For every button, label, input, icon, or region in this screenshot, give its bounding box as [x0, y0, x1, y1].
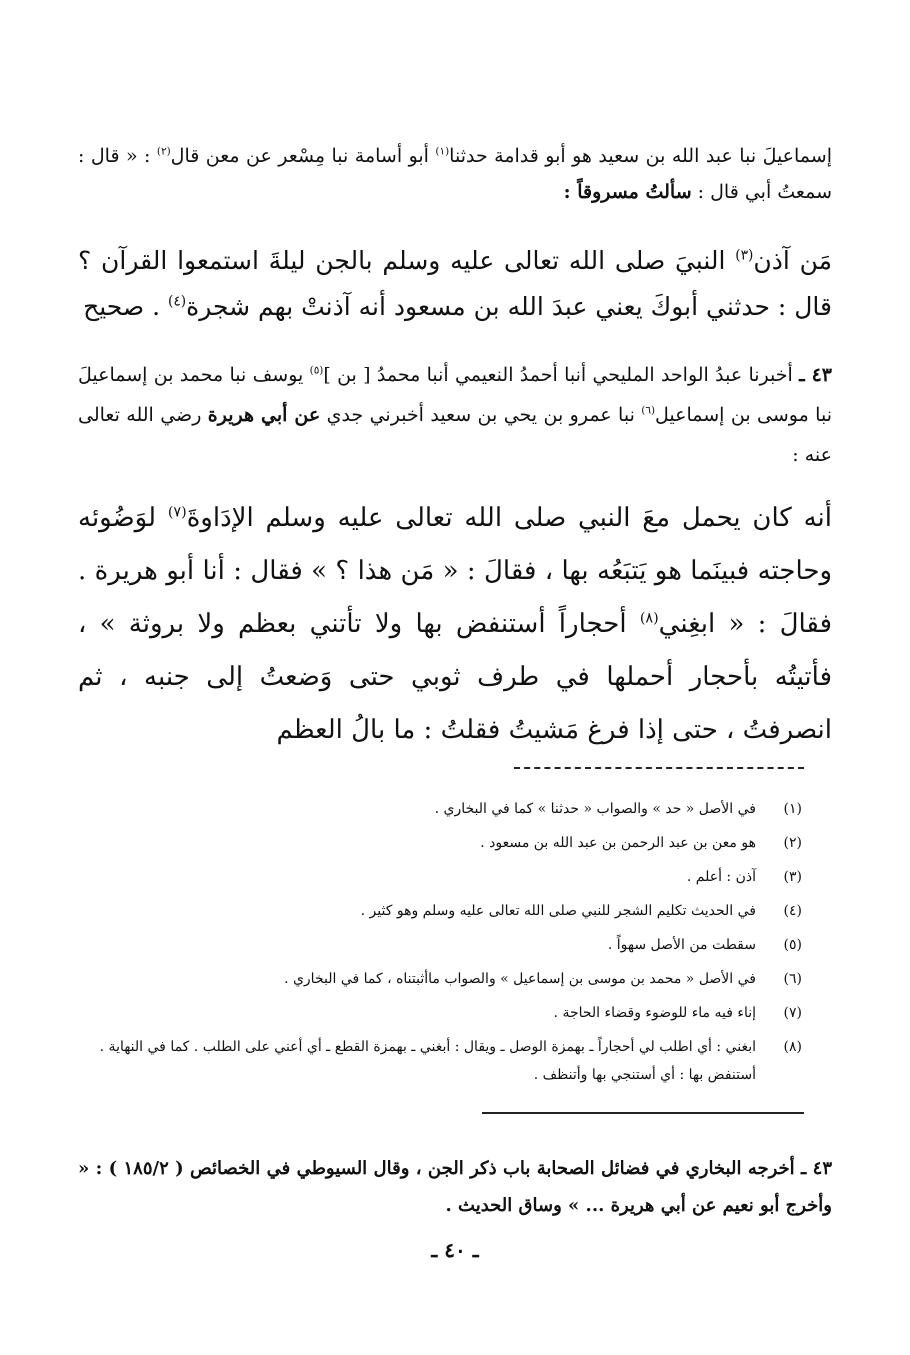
hadith-42-chain-tail — [78, 138, 832, 210]
footnote-text: في الحديث تكليم الشجر للنبي صلى الله تعالى عليه وسلم وهو كثير . — [360, 903, 756, 919]
footnote-item — [60, 1030, 802, 1089]
text43-part-3: أحجاراً أستنفض بها ولا تأتني بعظم ولا بروثة » ، فأتيتُه بأحجار أحملها في طرف ثوبي حتى وَضعتُ إلى جنبه ، ثم انصرفتُ ، حتى إذا فرغ مَشيتُ فقلتُ : ما بالُ العظم — [78, 609, 832, 745]
footnote-number: (٨) — [783, 1039, 802, 1055]
intro-text-3: : — [144, 145, 157, 167]
footnote-text: إناء فيه ماء للوضوء وقضاء الحاجة . — [553, 1005, 756, 1021]
footnote-number: (٤) — [783, 903, 802, 919]
footnote-ref-4[interactable]: (٤) — [167, 293, 187, 310]
intro-text-1: إسماعيلَ نبا عبد الله بن سعيد هو أبو قدامة حدثنا — [449, 145, 832, 167]
footnote-number: (٥) — [783, 937, 802, 953]
footnote-text: ابغني : أي اطلب لي أحجاراً ـ بهمزة الوصل ـ ويقال : أبغني ـ بهمزة القطع ـ أي أعني على الطلب . كما في النهاية . أستنفض بها : أي أستنجي بها وأتنظف . — [99, 1039, 756, 1083]
footnote-number: (٣) — [783, 869, 802, 885]
footnote-dashed-divider — [514, 767, 804, 769]
footnote-number: (٢) — [783, 835, 802, 851]
footnote-text: في الأصل « محمد بن موسى بن إسماعيل » والصواب ماأثبتناه ، كما في البخاري . — [284, 971, 756, 987]
footnote-ref-8[interactable]: (٨) — [639, 610, 659, 627]
footnote-ref-1[interactable]: (١) — [435, 145, 450, 158]
footnote-ref-7[interactable]: (٧) — [167, 504, 187, 521]
takhrij-text: ٤٣ ـ أخرجه البخاري في فضائل الصحابة باب ذكر الجن ، وقال السيوطي في الخصائص ( ١٨٥/٢ ) : « وأخرج أبو نعيم عن أبي هريرة ... » وساق الحديث . — [78, 1158, 832, 1216]
footnote-item — [60, 894, 802, 928]
intro-bold-question: سألتُ مسروقاً : — [563, 181, 692, 203]
hadith-43-chain — [78, 355, 832, 475]
quote1-text-3: . صحيح — [83, 292, 168, 321]
footnote-text: هو معن بن عبد الرحمن بن عبد الله بن مسعود . — [480, 835, 756, 851]
footnote-item — [60, 860, 802, 894]
hadith-42-text — [78, 238, 832, 330]
footnote-number: (١) — [783, 801, 802, 817]
footnote-item — [60, 962, 802, 996]
footnotes — [60, 792, 802, 1089]
chain43-text-3: نبا عمرو بن يحي بن سعيد أخبرني جدي — [320, 404, 642, 426]
intro-text-2: أبو أسامة نبا مِسْعر عن معن قال — [170, 145, 436, 167]
chain43-bold-narrator: عن أبي هريرة — [207, 404, 321, 426]
footnote-number: (٧) — [783, 1005, 802, 1021]
footnote-ref-3[interactable]: (٣) — [735, 247, 754, 264]
text43-part-1: أنه كان يحمل معَ النبي صلى الله تعالى عليه وسلم الإدَاوةَ — [186, 503, 832, 533]
hadith-43-number: ٤٣ ـ — [799, 364, 832, 386]
hadith-43-text — [78, 492, 832, 757]
footnote-text: في الأصل « حد » والصواب « حدثنا » كما في البخاري . — [434, 801, 756, 817]
takhrij-divider — [482, 1112, 804, 1114]
page-number: ـ ٤٠ ـ — [431, 1238, 479, 1262]
footnote-text: سقطت من الأصل سهواً . — [607, 937, 756, 953]
takhrij-note — [78, 1150, 832, 1224]
quote1-text-1: مَن آذن — [753, 246, 832, 275]
intro-text-4: « قال : سمعتُ أبي قال : — [78, 145, 832, 203]
footnote-number: (٦) — [783, 971, 802, 987]
footnote-ref-2[interactable]: (٢) — [156, 145, 171, 158]
footnote-item — [60, 826, 802, 860]
text43-part-2: لوَضُوئه وحاجته فبينَما هو يَتبَعُه بها ، فقالَ : « مَن هذا ؟ » فقال : أنا أبو هريرة . فقالَ : « ابغِني — [78, 503, 832, 639]
chain43-text-1: أخبرنا عبدُ الواحد المليحي أنبا أحمدُ النعيمي أنبا محمدُ [ بن ] — [323, 364, 800, 386]
chain43-text-4: رضي الله تعالى عنه : — [78, 404, 832, 466]
footnote-item — [60, 928, 802, 962]
footnote-item — [60, 996, 802, 1030]
chain43-text-2: يوسف نبا محمد بن إسماعيلَ نبا موسى بن إسماعيل — [78, 364, 832, 426]
footnote-ref-6[interactable]: (٦) — [641, 404, 656, 417]
footnote-text: آذن : أعلم . — [686, 869, 756, 885]
footnote-ref-5[interactable]: (٥) — [309, 364, 324, 377]
footnote-item — [60, 792, 802, 826]
quote1-text-2: النبيَ صلى الله تعالى عليه وسلم بالجن ليلةَ استمعوا القرآن ؟ قال : حدثني أبوكَ يعني عبدَ الله بن مسعود أنه آذنتْ بهم شجرة — [78, 246, 832, 321]
